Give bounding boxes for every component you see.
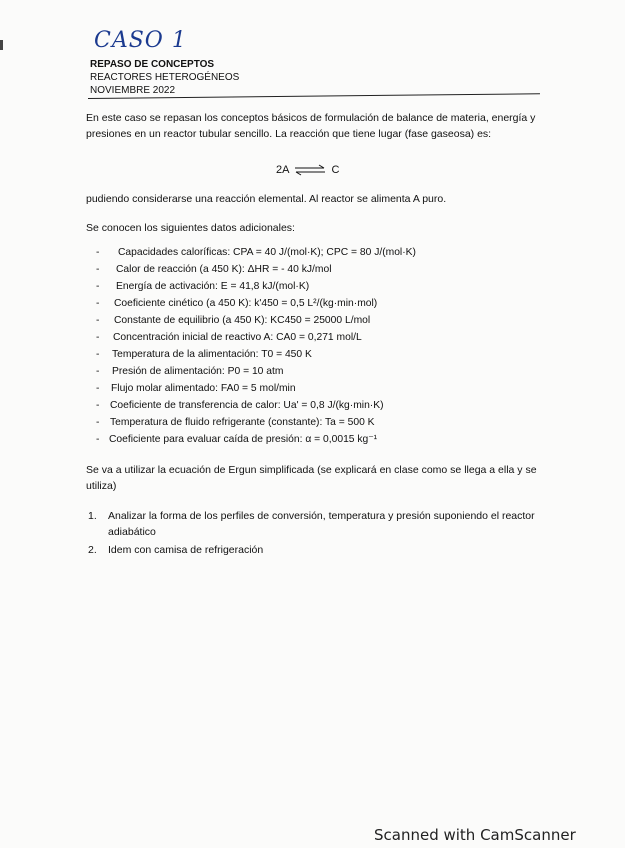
task-list [88,508,548,560]
reaction-reactant: 2A [276,164,290,176]
data-list-item [96,244,516,261]
data-list-item [96,312,516,329]
bullet-dash: - [96,332,100,343]
feed-paragraph: pudiendo considerarse una reacción elemental. Al reactor se alimenta A puro. [86,193,447,205]
task-number: 2. [88,544,97,556]
data-item-text: Presión de alimentación: P0 = 10 atm [112,366,284,377]
scan-edge-mark [0,40,3,50]
data-item-text: Concentración inicial de reactivo A: CA0 = 0,271 mol/L [113,332,362,343]
data-item-text: Calor de reacción (a 450 K): ΔHR = - 40 kJ/mol [116,264,332,275]
bullet-dash: - [96,264,100,275]
bullet-dash: - [96,383,100,394]
handwritten-case-label: CASO 1 [94,28,187,53]
data-list-item [96,380,516,397]
task-item [88,508,548,540]
data-list-item [96,431,516,448]
data-item-text: Coeficiente de transferencia de calor: Ua' = 0,8 J/(kg·min·K) [110,400,384,411]
bullet-dash: - [96,417,100,428]
bullet-dash: - [96,315,100,326]
intro-paragraph: En este caso se repasan los conceptos básicos de formulación de balance de materia, energía y presiones en un reactor tubular sencillo. La reacción que tiene lugar (fase gaseosa) es: [86,112,536,140]
document-header [90,58,239,97]
header-date: NOVIEMBRE 2022 [90,85,176,96]
reaction-product: C [331,164,340,176]
header-subject: REACTORES HETEROGÉNEOS [90,72,240,83]
data-list-item [96,363,516,380]
task-text: Analizar la forma de los perfiles de conversión, temperatura y presión suponiendo el reactor adiabático [108,510,535,538]
data-item-text: Coeficiente para evaluar caída de presión: α = 0,0015 kg⁻¹ [109,434,378,445]
data-list-item [96,329,516,346]
data-item-text: Capacidades caloríficas: CPA = 40 J/(mol·K); CPC = 80 J/(mol·K) [118,247,416,258]
data-list-item [96,414,516,431]
data-item-text: Flujo molar alimentado: FA0 = 5 mol/min [111,383,296,394]
reaction-equation [276,164,339,176]
data-item-text: Energía de activación: E = 41,8 kJ/(mol·K) [116,281,310,292]
data-list-item [96,261,516,278]
data-list-item [96,397,516,414]
data-list [96,244,516,448]
data-item-text: Temperatura de la alimentación: T0 = 450 K [112,349,312,360]
data-item-text: Coeficiente cinético (a 450 K): k'450 = 0,5 L²/(kg·min·mol) [114,298,378,309]
bullet-dash: - [96,281,100,292]
bullet-dash: - [96,349,100,360]
bullet-dash: - [96,366,100,377]
data-list-item [96,278,516,295]
data-item-text: Temperatura de fluido refrigerante (constante): Ta = 500 K [110,417,375,428]
equilibrium-arrows-icon [293,164,327,176]
known-data-intro: Se conocen los siguientes datos adicionales: [86,222,295,234]
header-title: REPASO DE CONCEPTOS [90,59,215,70]
task-item [88,542,548,558]
bullet-dash: - [96,434,100,445]
bullet-dash: - [96,298,100,309]
ergun-paragraph: Se va a utilizar la ecuación de Ergun simplificada (se explicará en clase como se llega a ella y se utiliza) [86,464,537,492]
scanner-watermark: Scanned with CamScanner [374,826,576,844]
task-number: 1. [88,510,97,522]
task-text: Idem con camisa de refrigeración [108,544,264,556]
bullet-dash: - [96,247,100,258]
data-item-text: Constante de equilibrio (a 450 K): KC450 = 25000 L/mol [114,315,371,326]
data-list-item [96,346,516,363]
data-list-item [96,295,516,312]
bullet-dash: - [96,400,100,411]
